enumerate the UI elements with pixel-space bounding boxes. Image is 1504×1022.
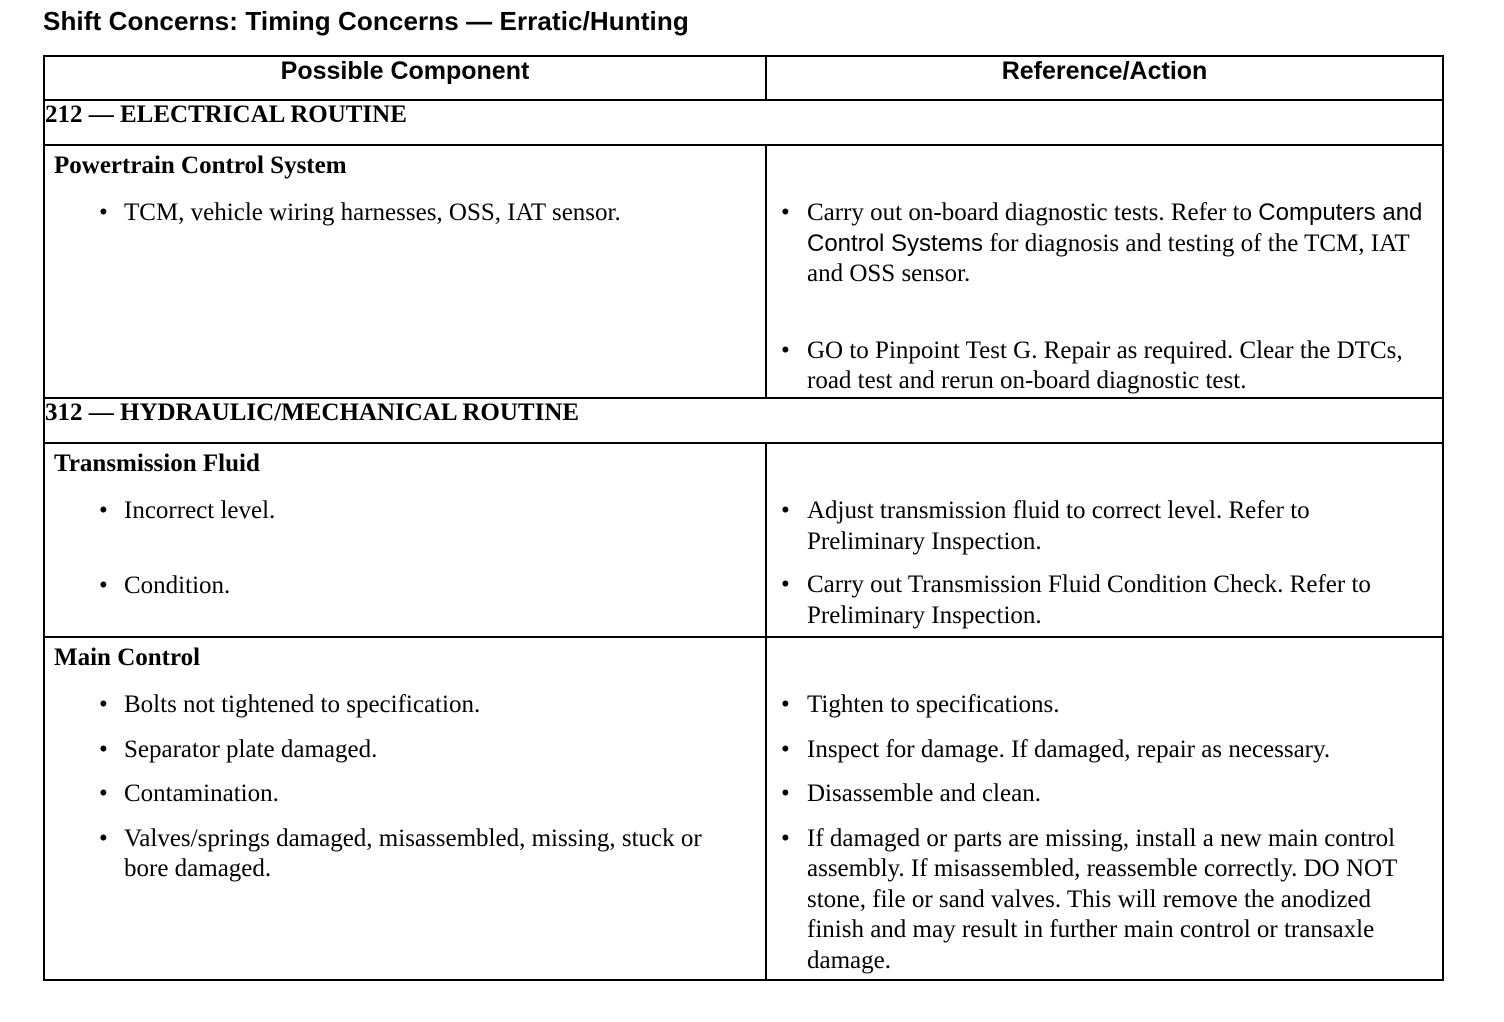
component-cell bbox=[44, 443, 766, 637]
list-item: • Disassemble and clean. bbox=[767, 779, 1442, 810]
component-list bbox=[45, 198, 765, 229]
column-header-component: Possible Component bbox=[44, 56, 766, 100]
group-row-transmission-fluid bbox=[44, 443, 1443, 637]
list-item: • Condition. bbox=[45, 571, 765, 602]
section-label: 312 — HYDRAULIC/MECHANICAL ROUTINE bbox=[44, 398, 1443, 443]
group-title: Powertrain Control System bbox=[54, 152, 347, 179]
header-row bbox=[44, 56, 1443, 100]
reference-link: Computers and Control Systems bbox=[807, 199, 1423, 257]
column-header-action: Reference/Action bbox=[766, 56, 1443, 100]
group-row-powertrain bbox=[44, 145, 1443, 398]
diagnostic-table bbox=[43, 55, 1444, 981]
page-title: Shift Concerns: Timing Concerns — Erratic/Hunting bbox=[43, 6, 689, 36]
action-cell bbox=[766, 443, 1443, 637]
action-list bbox=[767, 198, 1442, 397]
section-label: 212 — ELECTRICAL ROUTINE bbox=[44, 100, 1443, 145]
component-list bbox=[45, 496, 765, 601]
list-item: • If damaged or parts are missing, install a new main control assembly. If misassembled, reassemble correctly. DO NOT stone, file or sand valves. This will remove the anodized finish and may result in further main control or transaxle damage. bbox=[767, 824, 1442, 977]
section-row bbox=[44, 398, 1443, 443]
component-cell bbox=[44, 637, 766, 980]
group-title: Transmission Fluid bbox=[54, 450, 260, 477]
component-list bbox=[45, 690, 765, 885]
list-item: • Incorrect level. bbox=[45, 496, 765, 527]
list-item: • TCM, vehicle wiring harnesses, OSS, IAT sensor. bbox=[45, 198, 765, 229]
list-item: • Adjust transmission fluid to correct level. Refer to Preliminary Inspection. bbox=[767, 496, 1442, 557]
list-item: • Bolts not tightened to specification. bbox=[45, 690, 765, 721]
group-row-main-control bbox=[44, 637, 1443, 980]
action-list bbox=[767, 496, 1442, 631]
list-item: • Separator plate damaged. bbox=[45, 735, 765, 766]
action-list bbox=[767, 690, 1442, 976]
list-item: • GO to Pinpoint Test G. Repair as required. Clear the DTCs, road test and rerun on-board diagnostic test. bbox=[767, 336, 1442, 397]
group-title: Main Control bbox=[54, 644, 201, 671]
list-item: • Carry out on-board diagnostic tests. Refer to Computers and Control Systems for diagnosis and testing of the TCM, IAT and OSS sensor. bbox=[767, 198, 1442, 290]
list-item: • Inspect for damage. If damaged, repair as necessary. bbox=[767, 735, 1442, 766]
list-item: • Valves/springs damaged, misassembled, missing, stuck or bore damaged. bbox=[45, 824, 765, 885]
list-item: • Contamination. bbox=[45, 779, 765, 810]
section-row bbox=[44, 100, 1443, 145]
action-cell bbox=[766, 145, 1443, 398]
component-cell bbox=[44, 145, 766, 398]
action-cell bbox=[766, 637, 1443, 980]
list-item: • Tighten to specifications. bbox=[767, 690, 1442, 721]
list-item: • Carry out Transmission Fluid Condition Check. Refer to Preliminary Inspection. bbox=[767, 570, 1442, 631]
